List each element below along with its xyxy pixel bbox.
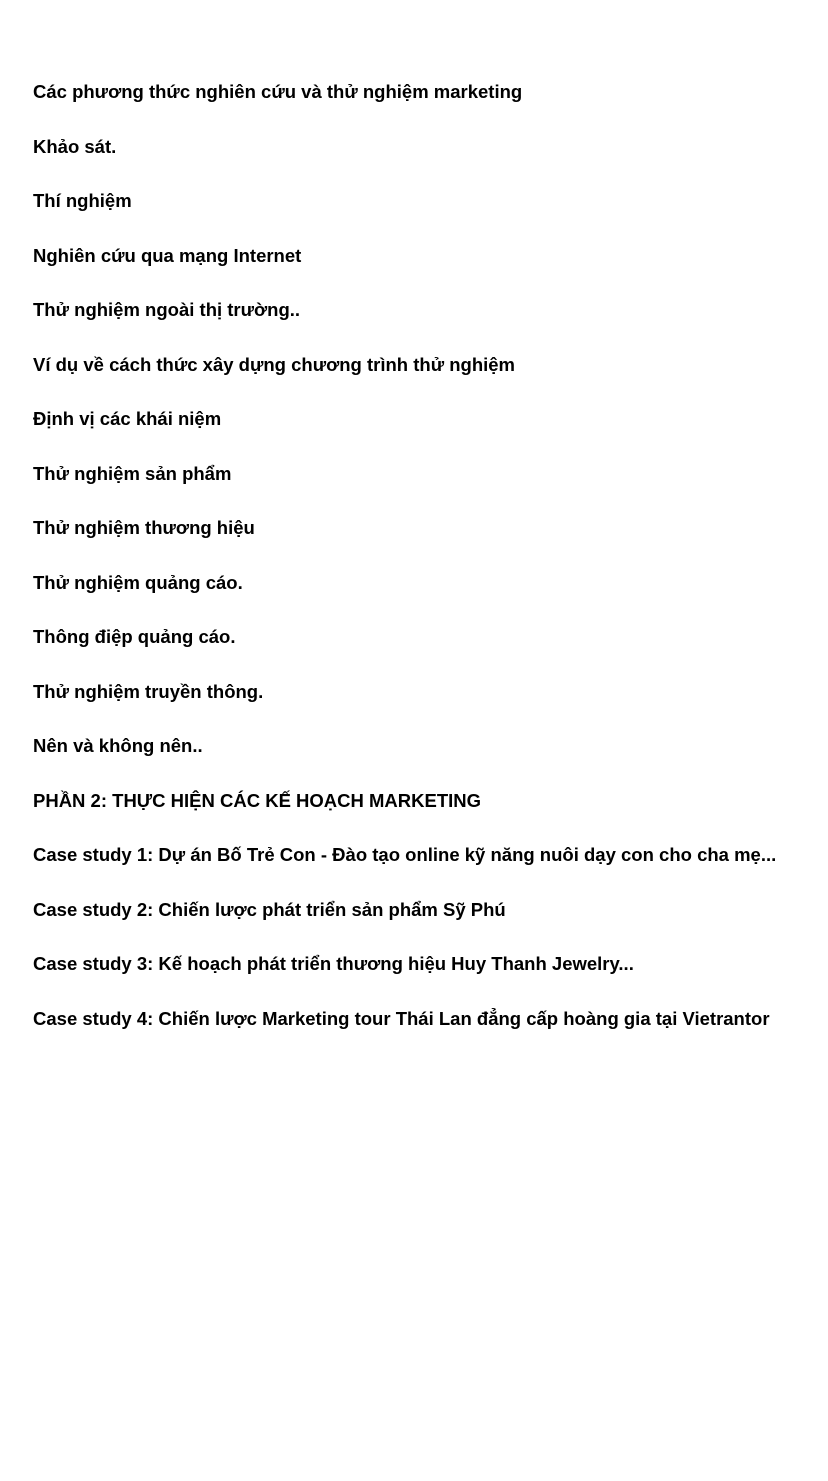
toc-entry-product-test: Thử nghiệm sản phẩm xyxy=(33,462,232,484)
toc-entry-research-methods: Các phương thức nghiên cứu và thử nghiệm marketing xyxy=(33,81,523,102)
toc-entry-experiment: Thí nghiệm xyxy=(33,190,132,211)
toc-entry-case-study-4: Case study 4: Chiến lược Marketing tour Thái Lan đẳng cấp hoàng gia tại Vietrantor xyxy=(33,1007,770,1029)
toc-entry-field-test: Thử nghiệm ngoài thị trường.. xyxy=(33,299,301,320)
toc-entry-media-test: Thử nghiệm truyền thông. xyxy=(33,680,264,702)
toc-entry-case-study-1: Case study 1: Dự án Bố Trẻ Con - Đào tạo online kỹ năng nuôi dạy con cho cha mẹ... xyxy=(33,844,777,865)
toc-entry-case-study-3: Case study 3: Kế hoạch phát triển thương hiệu Huy Thanh Jewelry... xyxy=(33,953,634,974)
toc-entry-internet-research: Nghiên cứu qua mạng Internet xyxy=(33,244,302,266)
toc-entry-survey: Khảo sát. xyxy=(33,135,117,157)
toc-entry-test-program-example: Ví dụ về cách thức xây dựng chương trình thử nghiệm xyxy=(33,353,516,375)
toc-entry-dos-and-donts: Nên và không nên.. xyxy=(33,735,203,756)
toc-entry-brand-test: Thử nghiệm thương hiệu xyxy=(33,517,255,538)
toc-entry-ad-message: Thông điệp quảng cáo. xyxy=(33,626,236,647)
toc-entry-case-study-2: Case study 2: Chiến lược phát triển sản phẩm Sỹ Phú xyxy=(33,898,506,920)
table-of-contents xyxy=(33,80,813,1061)
toc-section-part-2: PHẦN 2: THỰC HIỆN CÁC KẾ HOẠCH MARKETING xyxy=(33,789,482,811)
toc-entry-concept-positioning: Định vị các khái niệm xyxy=(33,408,222,429)
toc-entry-ad-test: Thử nghiệm quảng cáo. xyxy=(33,571,243,593)
